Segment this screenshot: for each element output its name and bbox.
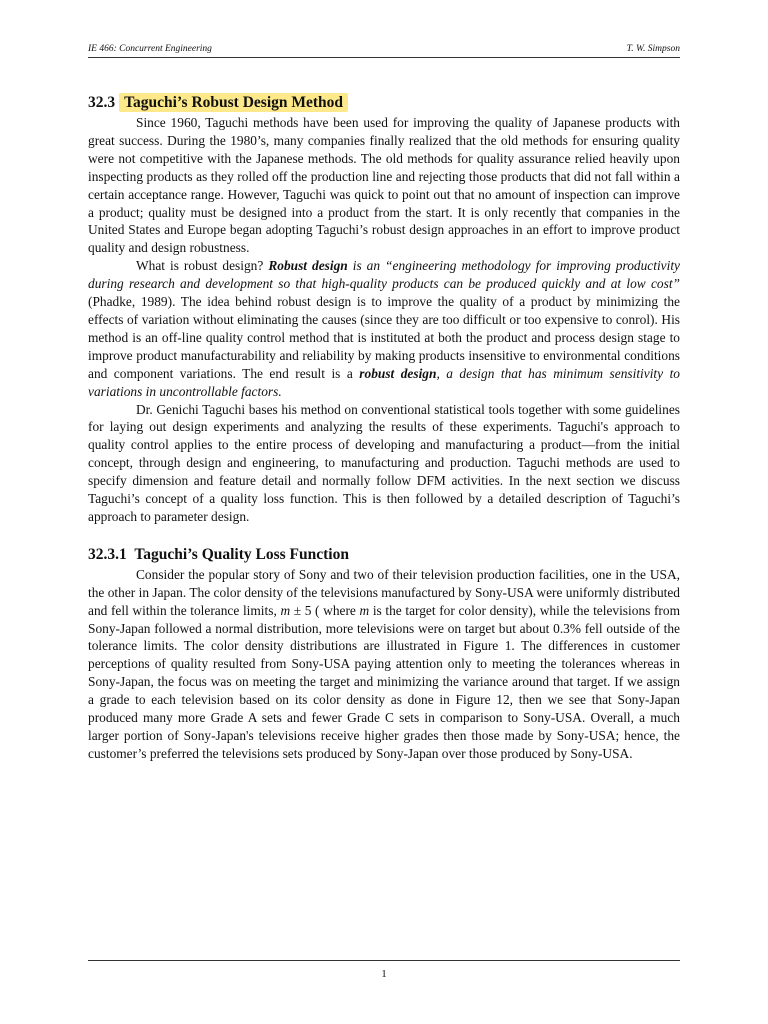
section-heading [88,92,680,114]
section-title: Taguchi’s Robust Design Method [119,93,348,112]
subsection-title: Taguchi’s Quality Loss Function [134,545,349,563]
term-robust-design-2: robust design [359,365,437,381]
term-robust-design: Robust design [268,258,348,274]
paragraph-2: What is robust design? Robust design is an “engineering methodology for improving productivity during research and development so that high-quality products can be produced quickly and at low cost” (Phadke, 1989). The idea behind robust design is to improve the quality of a product by minimizing the effects of variation without eliminating the causes (since they are too difficult or too expensive to conrol). His method is an off-line quality control method that is instituted at both the product and process design stage to improve product manufacturability and reliability by making products insensitive to environmental conditions and component variations. The end result is a robust design, a design that has minimum sensitivity to variations in uncontrollable factors. [88,258,680,399]
footer-divider [88,960,680,961]
section-number: 32.3 [88,94,116,111]
course-title: IE 466: Concurrent Engineering [88,44,212,54]
author-name: T. W. Simpson [626,44,680,54]
subsection-heading [88,544,680,566]
paragraph-4: Consider the popular story of Sony and two of their television production facilities, one in the USA, the other in Japan. The color density of the televisions manufactured by Sony-USA were uniformly distributed and fell within the tolerance limits, m ± 5 ( where m is the target for color density), while the televisions from Sony-Japan followed a normal distribution, more televisions were on target but about 0.3% fell outside of the tolerance limits. The color density distributions are illustrated in Figure 1. The differences in customer perceptions of quality resulted from Sony-USA paying attention only to meeting the tolerances whereas in Sony-Japan, the focus was on meeting the target and minimizing the variance around that target. If we assign a grade to each television based on its color density as done in Figure 12, then we see that Sony-Japan produced many more Grade A sets and fewer Grade C sets in comparison to Sony-USA. Overall, a much larger portion of Sony-Japan's televisions receive higher grades then those made by Sony-USA; hence, the customer’s preferred the televisions sets produced by Sony-Japan over those produced by Sony-USA. [88,566,680,761]
subsection-number: 32.3.1 [88,545,127,563]
paragraph-3: Dr. Genichi Taguchi bases his method on conventional statistical tools together with some guidelines for laying out design experiments and analyzing the results of these experiments. Taguchi's approach to quality control applies to the entire process of developing and manufacturing a product—from the initial concept, through design and engineering, to manufacturing and production. Taguchi methods are used to specify dimension and feature detail and normally follow DFM activities. In the next section we discuss Taguchi’s concept of a quality loss function. This is then followed by a detailed description of Taguchi’s approach to parameter design. [88,401,680,524]
page-number: 1 [381,968,387,980]
paragraph-1: Since 1960, Taguchi methods have been used for improving the quality of Japanese products with great success. During the 1980’s, many companies finally realized that the old methods for ensuring quality were not competitive with the Japanese methods. The old methods for quality assurance relied heavily upon inspecting products as they rolled off the production line and rejecting those products that did not fall within a certain acceptance range. However, Taguchi was quick to point out that no amount of inspection can improve a product; quality must be designed into a product from the start. It is only recently that companies in the United States and Europe began adopting Taguchi’s robust design approaches in an effort to improve product quality and design robustness. [88,115,680,256]
variable-m: m [280,602,291,618]
page-header [88,44,680,58]
document-body [88,92,680,763]
quote: is an “engineering methodology for improving productivity during research and development so that high-quality products can be produced quickly and at low cost” [88,258,680,292]
variable-m-2: m [359,602,370,618]
